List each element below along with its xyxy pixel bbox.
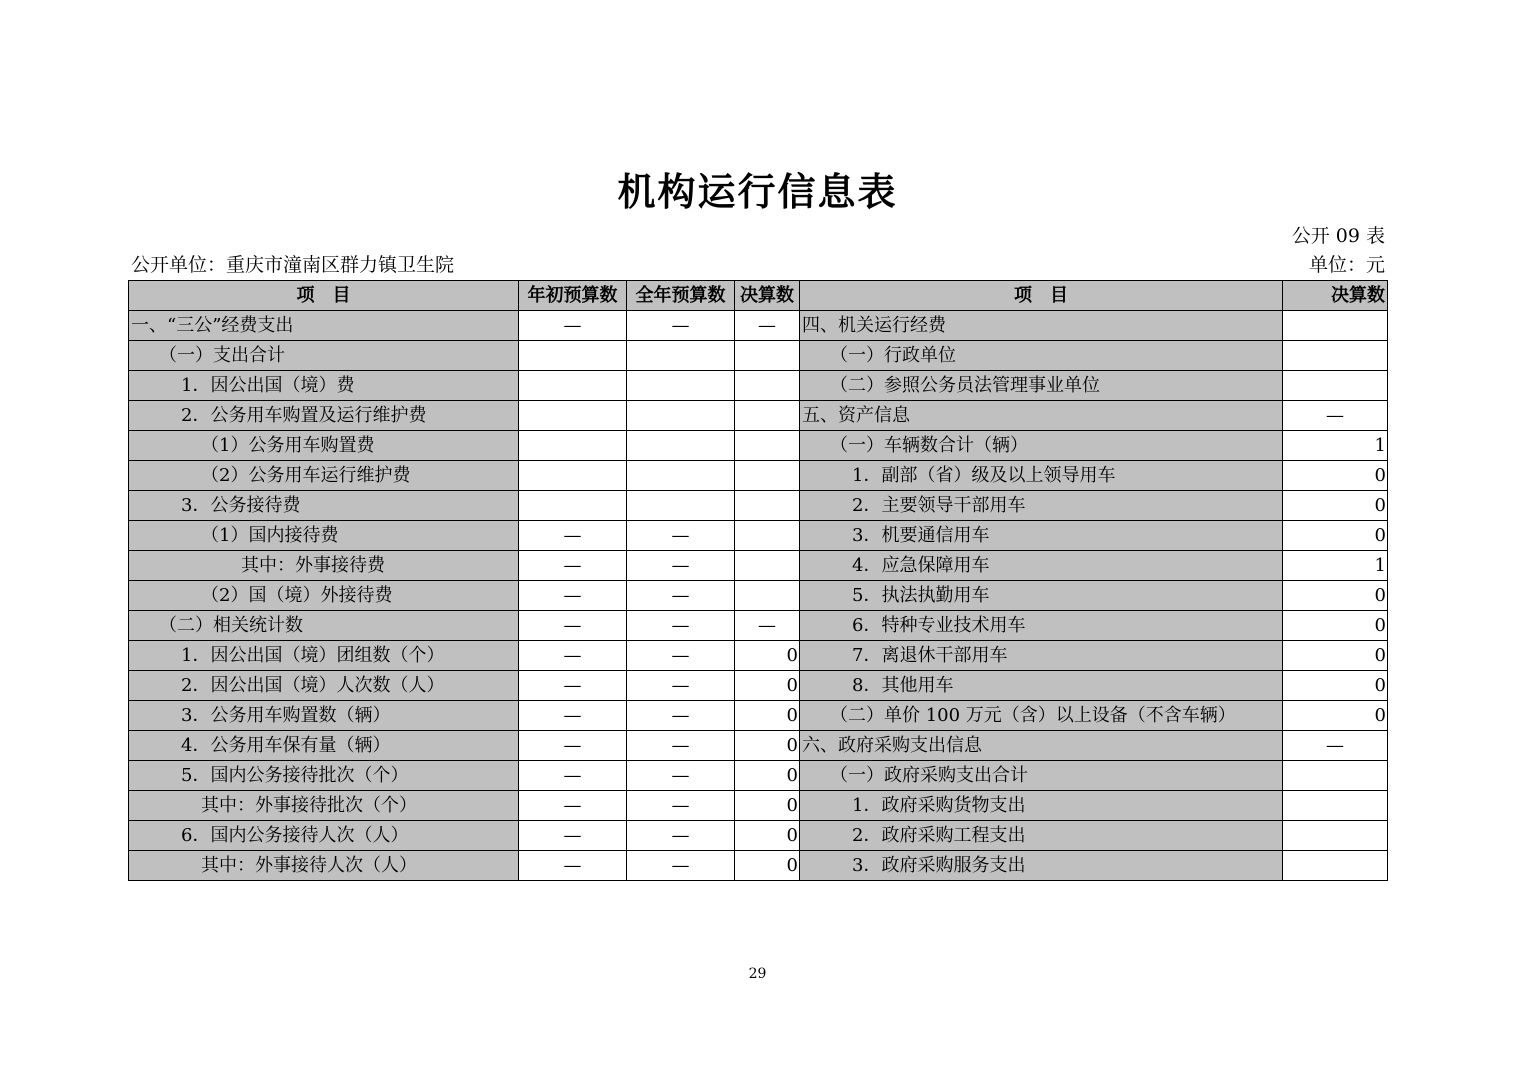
cell-final <box>735 551 800 581</box>
cell-budget-full: — <box>627 731 735 761</box>
row-item-right: 五、资产信息 <box>800 401 1283 431</box>
cell-final: 0 <box>735 641 800 671</box>
cell-budget-initial: — <box>519 611 627 641</box>
row-item-right: （二）参照公务员法管理事业单位 <box>800 371 1283 401</box>
cell-budget-full <box>627 431 735 461</box>
cell-right-final <box>1283 311 1388 341</box>
cell-right-final: 0 <box>1283 461 1388 491</box>
cell-budget-full: — <box>627 701 735 731</box>
cell-budget-full: — <box>627 581 735 611</box>
row-item-left: 4．公务用车保有量（辆） <box>129 731 519 761</box>
cell-budget-initial: — <box>519 791 627 821</box>
table-row <box>129 671 1388 701</box>
cell-final: — <box>735 311 800 341</box>
cell-budget-initial <box>519 341 627 371</box>
header-left-item: 项 目 <box>129 281 519 311</box>
cell-right-final <box>1283 341 1388 371</box>
table-row <box>129 821 1388 851</box>
cell-final: 0 <box>735 791 800 821</box>
cell-final <box>735 521 800 551</box>
cell-right-final: 0 <box>1283 671 1388 701</box>
cell-right-final <box>1283 821 1388 851</box>
row-item-right: 1．副部（省）级及以上领导用车 <box>800 461 1283 491</box>
row-item-left: 2．因公出国（境）人次数（人） <box>129 671 519 701</box>
row-item-right: 六、政府采购支出信息 <box>800 731 1283 761</box>
cell-budget-initial: — <box>519 671 627 701</box>
cell-budget-full: — <box>627 761 735 791</box>
cell-right-final: 0 <box>1283 581 1388 611</box>
cell-final: 0 <box>735 851 800 881</box>
cell-budget-initial: — <box>519 851 627 881</box>
cell-budget-initial: — <box>519 521 627 551</box>
row-item-left: 2．公务用车购置及运行维护费 <box>129 401 519 431</box>
cell-final: 0 <box>735 761 800 791</box>
table-body <box>129 311 1388 881</box>
cell-right-final: — <box>1283 731 1388 761</box>
cell-budget-initial: — <box>519 731 627 761</box>
table-row <box>129 551 1388 581</box>
row-item-left: 1．因公出国（境）费 <box>129 371 519 401</box>
cell-budget-initial: — <box>519 311 627 341</box>
row-item-right: （一）行政单位 <box>800 341 1283 371</box>
cell-right-final: 1 <box>1283 551 1388 581</box>
row-item-right: 7．离退休干部用车 <box>800 641 1283 671</box>
cell-final <box>735 401 800 431</box>
reporting-unit: 公开单位：重庆市潼南区群力镇卫生院 <box>131 254 455 276</box>
cell-budget-initial: — <box>519 641 627 671</box>
table-code: 公开 09 表 <box>1291 225 1385 247</box>
table-row <box>129 341 1388 371</box>
row-item-left: 其中：外事接待人次（人） <box>129 851 519 881</box>
cell-right-final: 0 <box>1283 641 1388 671</box>
row-item-left: （1）国内接待费 <box>129 521 519 551</box>
row-item-left: （1）公务用车购置费 <box>129 431 519 461</box>
table-row <box>129 641 1388 671</box>
row-item-left: （2）公务用车运行维护费 <box>129 461 519 491</box>
table-row <box>129 431 1388 461</box>
cell-right-final <box>1283 791 1388 821</box>
row-item-left: 其中：外事接待批次（个） <box>129 791 519 821</box>
row-item-right: 8．其他用车 <box>800 671 1283 701</box>
row-item-right: 4．应急保障用车 <box>800 551 1283 581</box>
row-item-left: 6．国内公务接待人次（人） <box>129 821 519 851</box>
row-item-left: （二）相关统计数 <box>129 611 519 641</box>
cell-final: 0 <box>735 671 800 701</box>
cell-final <box>735 341 800 371</box>
cell-right-final: 1 <box>1283 431 1388 461</box>
currency-unit: 单位：元 <box>1308 254 1385 276</box>
cell-budget-full <box>627 341 735 371</box>
header-row <box>129 281 1388 311</box>
cell-budget-initial: — <box>519 761 627 791</box>
row-item-right: 5．执法执勤用车 <box>800 581 1283 611</box>
cell-budget-full: — <box>627 851 735 881</box>
cell-right-final: 0 <box>1283 521 1388 551</box>
table-row <box>129 731 1388 761</box>
header-budget-full: 全年预算数 <box>627 281 735 311</box>
table-row <box>129 851 1388 881</box>
cell-budget-initial <box>519 461 627 491</box>
cell-final <box>735 431 800 461</box>
table-row <box>129 791 1388 821</box>
row-item-right: 2．政府采购工程支出 <box>800 821 1283 851</box>
row-item-right: （二）单价 100 万元（含）以上设备（不含车辆） <box>800 701 1283 731</box>
table-row <box>129 611 1388 641</box>
row-item-left: 5．国内公务接待批次（个） <box>129 761 519 791</box>
cell-final <box>735 581 800 611</box>
row-item-left: 1．因公出国（境）团组数（个） <box>129 641 519 671</box>
cell-budget-initial: — <box>519 821 627 851</box>
cell-final <box>735 371 800 401</box>
row-item-left: 其中：外事接待费 <box>129 551 519 581</box>
cell-budget-full: — <box>627 311 735 341</box>
page-title: 机构运行信息表 <box>617 169 898 214</box>
header-final: 决算数 <box>735 281 800 311</box>
cell-budget-initial <box>519 491 627 521</box>
cell-budget-full: — <box>627 821 735 851</box>
row-item-right: 6．特种专业技术用车 <box>800 611 1283 641</box>
cell-budget-full: — <box>627 611 735 641</box>
cell-final: 0 <box>735 731 800 761</box>
row-item-left: 3．公务用车购置数（辆） <box>129 701 519 731</box>
cell-budget-full <box>627 461 735 491</box>
cell-budget-full: — <box>627 551 735 581</box>
cell-budget-full <box>627 491 735 521</box>
table-row <box>129 311 1388 341</box>
row-item-left: 3．公务接待费 <box>129 491 519 521</box>
cell-final <box>735 491 800 521</box>
row-item-right: 四、机关运行经费 <box>800 311 1283 341</box>
table-row <box>129 371 1388 401</box>
cell-budget-initial <box>519 431 627 461</box>
cell-budget-initial: — <box>519 701 627 731</box>
row-item-left: （一）支出合计 <box>129 341 519 371</box>
row-item-right: 3．机要通信用车 <box>800 521 1283 551</box>
cell-final: — <box>735 611 800 641</box>
cell-budget-full <box>627 371 735 401</box>
row-item-right: 2．主要领导干部用车 <box>800 491 1283 521</box>
header-right-item: 项 目 <box>800 281 1283 311</box>
info-table <box>128 280 1388 881</box>
page-number: 29 <box>748 966 767 982</box>
row-item-right: （一）政府采购支出合计 <box>800 761 1283 791</box>
cell-right-final: 0 <box>1283 491 1388 521</box>
header-budget-initial: 年初预算数 <box>519 281 627 311</box>
cell-final: 0 <box>735 821 800 851</box>
cell-final <box>735 461 800 491</box>
cell-budget-initial: — <box>519 581 627 611</box>
table-row <box>129 701 1388 731</box>
cell-budget-initial <box>519 371 627 401</box>
cell-budget-full <box>627 401 735 431</box>
row-item-left: 一、“三公”经费支出 <box>129 311 519 341</box>
table-row <box>129 521 1388 551</box>
table-row <box>129 491 1388 521</box>
cell-budget-initial: — <box>519 551 627 581</box>
cell-budget-full: — <box>627 791 735 821</box>
cell-final: 0 <box>735 701 800 731</box>
cell-budget-full: — <box>627 671 735 701</box>
cell-right-final: — <box>1283 401 1388 431</box>
header-right-final: 决算数 <box>1283 281 1388 311</box>
cell-budget-full: — <box>627 641 735 671</box>
cell-right-final: 0 <box>1283 701 1388 731</box>
table-row <box>129 761 1388 791</box>
cell-budget-initial <box>519 401 627 431</box>
cell-right-final <box>1283 371 1388 401</box>
row-item-left: （2）国（境）外接待费 <box>129 581 519 611</box>
row-item-right: 1．政府采购货物支出 <box>800 791 1283 821</box>
table-row <box>129 401 1388 431</box>
cell-right-final: 0 <box>1283 611 1388 641</box>
table-row <box>129 461 1388 491</box>
row-item-right: （一）车辆数合计（辆） <box>800 431 1283 461</box>
cell-budget-full: — <box>627 521 735 551</box>
row-item-right: 3．政府采购服务支出 <box>800 851 1283 881</box>
table-row <box>129 581 1388 611</box>
cell-right-final <box>1283 851 1388 881</box>
cell-right-final <box>1283 761 1388 791</box>
